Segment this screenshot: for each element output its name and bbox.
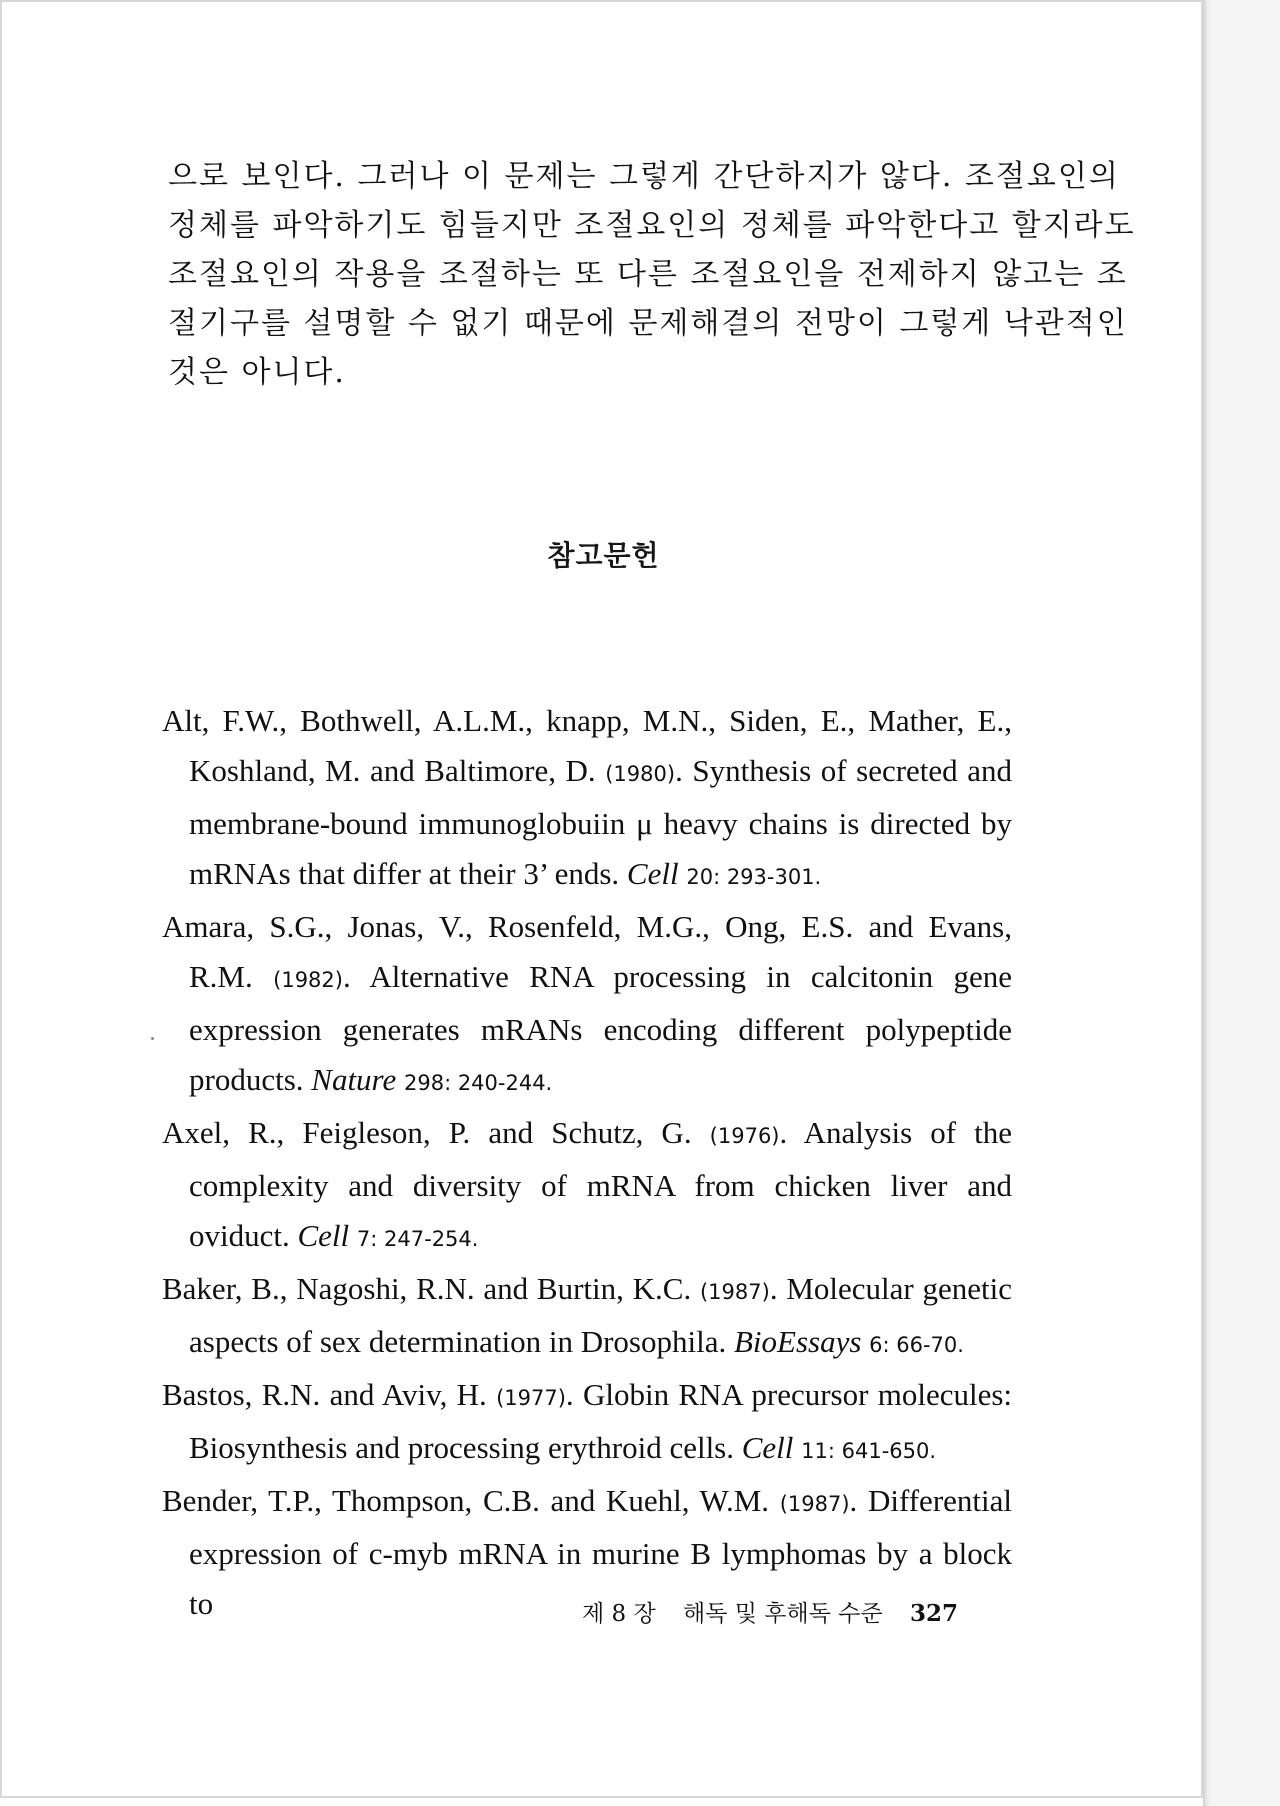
reference-authors: Alt, F.W., Bothwell, A.L.M., knapp, M.N., Siden, E., Mather, E., Koshland, M. and Baltimore, D. <box>162 703 1012 788</box>
paragraph-line: 으로 보인다. 그러나 이 문제는 그렇게 간단하지가 않다. 조절요인의 <box>168 159 1120 194</box>
reference-journal: Cell <box>741 1430 794 1465</box>
paragraph-line: 정체를 파악하기도 힘들지만 조절요인의 정체를 파악한다고 할지라도 <box>168 208 1136 243</box>
footer-section-title: 해독 및 후해독 수준 <box>683 1601 883 1627</box>
reference-volume-pages: 7: 247-254. <box>356 1227 479 1251</box>
reference-title: Globin RNA precursor molecules: Biosynthesis and processing erythroid cells. <box>189 1377 1013 1465</box>
reference-volume-pages: 11: 641-650. <box>801 1439 937 1463</box>
viewer-margin <box>1215 0 1280 1806</box>
reference-entry: Alt, F.W., Bothwell, A.L.M., knapp, M.N., Siden, E., Mather, E., Koshland, M. and Baltimore, D. (1980). Synthesis of secreted and membrane-bound immunoglobuiin μ heavy chains is directed by mRNAs that differ at their 3’ ends. Cell 20: 293-301. <box>162 703 1012 891</box>
reference-entry: Bastos, R.N. and Aviv, H. (1977). Globin RNA precursor molecules: Biosynthesis and processing erythroid cells. Cell 11: 641-650. <box>162 1377 1013 1465</box>
reference-authors: Bender, T.P., Thompson, C.B. and Kuehl, W.M. <box>162 1483 770 1518</box>
body-paragraph <box>168 152 1136 397</box>
reference-volume-pages: 298: 240-244. <box>403 1071 553 1095</box>
reference-journal: Nature <box>311 1062 397 1097</box>
page-number: 327 <box>910 1600 959 1627</box>
reference-authors: Baker, B., Nagoshi, R.N. and Burtin, K.C. <box>162 1271 692 1306</box>
paragraph-line: 것은 아니다. <box>168 355 346 390</box>
reference-journal: BioEssays <box>733 1324 862 1359</box>
reference-authors: Bastos, R.N. and Aviv, H. <box>162 1377 487 1412</box>
reference-volume-pages: 6: 66-70. <box>869 1333 964 1357</box>
paragraph-line: 조절요인의 작용을 조절하는 또 다른 조절요인을 전제하지 않고는 조 <box>168 257 1128 292</box>
reference-journal: Cell <box>297 1218 350 1253</box>
reference-year: (1982) <box>273 968 343 992</box>
page-edge-shadow <box>1203 0 1215 1806</box>
reference-year: (1980) <box>605 762 676 786</box>
reference-title: Molecular genetic aspects of sex determination in Drosophila. <box>189 1271 1012 1359</box>
reference-volume-pages: 20: 293-301. <box>686 865 822 889</box>
running-footer <box>582 1595 958 1628</box>
reference-list <box>162 696 1012 1629</box>
reference-entry: Axel, R., Feigleson, P. and Schutz, G. (1976). Analysis of the complexity and diversity of mRNA from chicken liver and oviduct. Cell 7: 247-254. <box>162 1115 1013 1253</box>
reference-authors: Axel, R., Feigleson, P. and Schutz, G. <box>162 1115 692 1150</box>
scan-speck <box>151 1037 154 1040</box>
reference-entry: Bender, T.P., Thompson, C.B. and Kuehl, W.M. (1987). Differential expression of c-myb mRNA in murine B lymphomas by a block to <box>162 1483 1012 1621</box>
reference-title: Differential expression of c-myb mRNA in murine B lymphomas by a block to <box>189 1483 1012 1621</box>
paragraph-line: 절기구를 설명할 수 없기 때문에 문제해결의 전망이 그렇게 낙관적인 <box>168 306 1128 341</box>
reference-journal: Cell <box>626 856 679 891</box>
reference-year: (1987) <box>779 1492 850 1516</box>
reference-title: Analysis of the complexity and diversity of mRNA from chicken liver and oviduct. <box>189 1115 1013 1253</box>
references-heading: 참고문헌 <box>547 539 660 572</box>
reference-year: (1987) <box>699 1280 770 1304</box>
reference-year: (1977) <box>496 1386 566 1410</box>
footer-chapter: 제 8 장 <box>582 1601 656 1627</box>
reference-year: (1976) <box>709 1124 780 1148</box>
reference-title: Synthesis of secreted and membrane-bound immunoglobuiin μ heavy chains is directed by mRNAs that differ at their 3’ ends. <box>189 753 1012 891</box>
reference-title: Alternative RNA processing in calcitonin gene expression generates mRANs encoding different polypeptide products. <box>189 959 1012 1097</box>
reference-authors: Amara, S.G., Jonas, V., Rosenfeld, M.G., Ong, E.S. and Evans, R.M. <box>162 909 1012 994</box>
reference-entry: Baker, B., Nagoshi, R.N. and Burtin, K.C. (1987). Molecular genetic aspects of sex determination in Drosophila. BioEssays 6: 66-70. <box>162 1271 1012 1359</box>
reference-entry: Amara, S.G., Jonas, V., Rosenfeld, M.G., Ong, E.S. and Evans, R.M. (1982). Alternative RNA processing in calcitonin gene expression generates mRANs encoding different polypeptide products. Nature 298: 240-244. <box>162 909 1012 1097</box>
